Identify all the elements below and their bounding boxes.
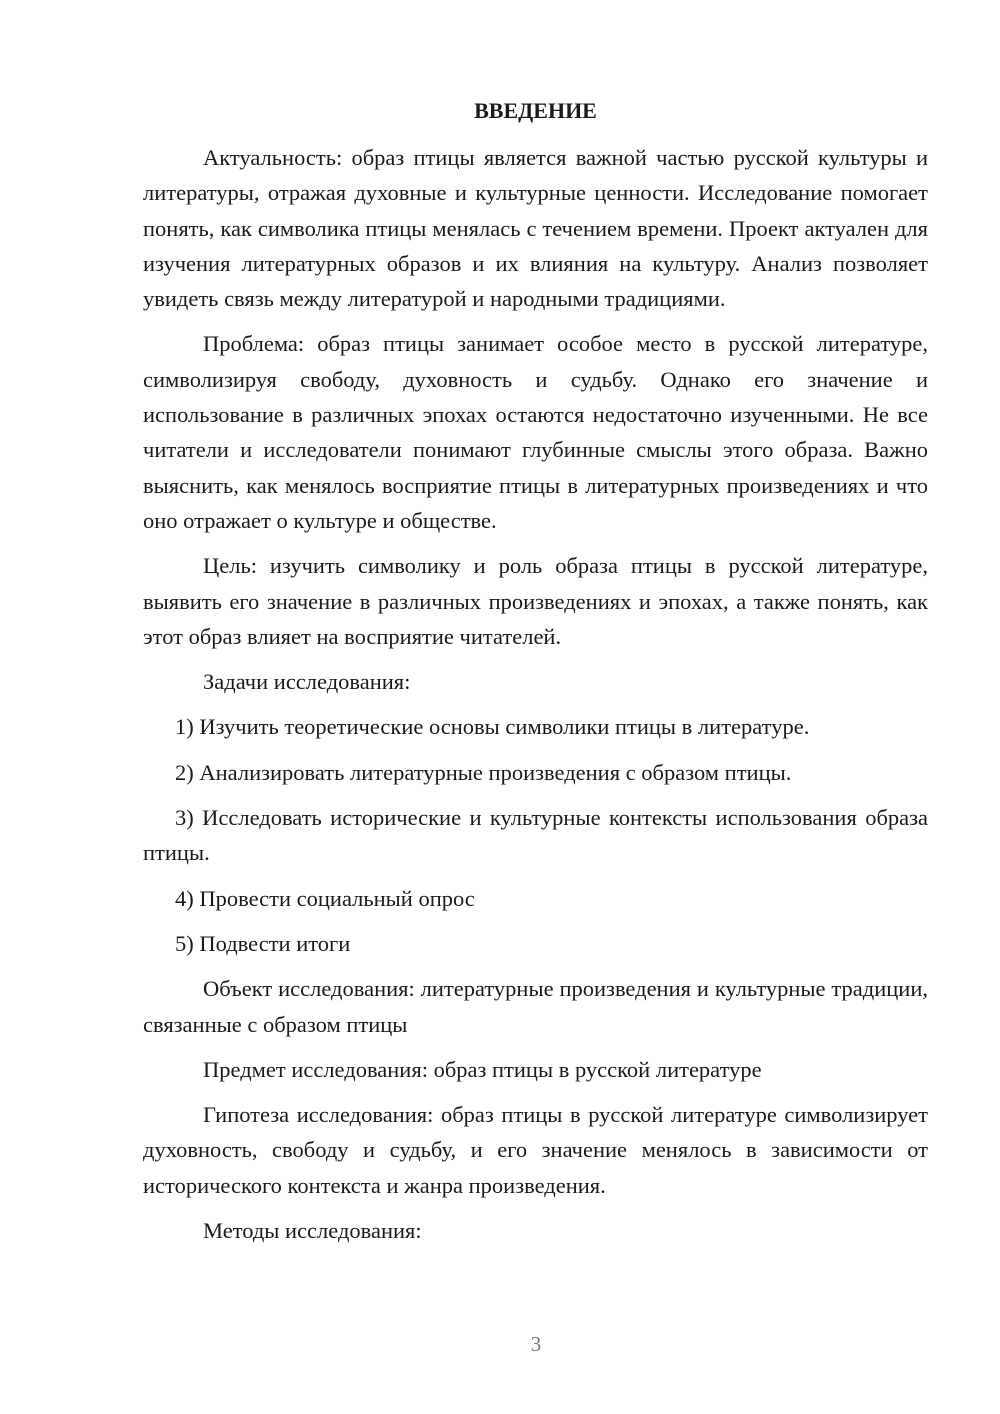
subject-paragraph: Предмет исследования: образ птицы в русской литературе: [203, 1056, 762, 1082]
task-item-1: 1) Изучить теоретические основы символики птицы в литературе.: [175, 714, 810, 740]
object-paragraph: Объект исследования: литературные произведения и культурные традиции, связанные с образом птицы: [143, 976, 928, 1037]
section-heading: ВВЕДЕНИЕ: [474, 98, 597, 123]
page-number: 3: [530, 1332, 542, 1356]
hypothesis-paragraph: Гипотеза исследования: образ птицы в русской литературе символизирует духовность, свободу и судьбу, и его значение менялось в зависимости от исторического контекста и жанра произведения.: [143, 1102, 928, 1198]
task-item-3: 3) Исследовать исторические и культурные контексты использования образа птицы.: [143, 805, 928, 866]
document-page: [143, 96, 928, 1258]
task-item-5: 5) Подвести итоги: [175, 930, 351, 956]
problem-paragraph: Проблема: образ птицы занимает особое место в русской литературе, символизируя свободу, духовность и судьбу. Однако его значение и использование в различных эпохах остаются недостаточно изученными. Не все читатели и исследователи понимают глубинные смыслы этого образа. Важно выяснить, как менялось восприятие птицы в литературных произведениях и что оно отражает о культуре и обществе.: [143, 331, 928, 533]
relevance-paragraph: Актуальность: образ птицы является важной частью русской культуры и литературы, отражая духовные и культурные ценности. Исследование помогает понять, как символика птицы менялась с течением времени. Проект актуален для изучения литературных образов и их влияния на культуру. Анализ позволяет увидеть связь между литературой и народными традициями.: [143, 145, 928, 312]
task-item-4: 4) Провести социальный опрос: [175, 885, 475, 911]
methods-heading: Методы исследования:: [203, 1218, 422, 1244]
task-item-2: 2) Анализировать литературные произведения с образом птицы.: [175, 759, 792, 785]
tasks-heading: Задачи исследования:: [203, 669, 411, 695]
goal-paragraph: Цель: изучить символику и роль образа птицы в русской литературе, выявить его значение в различных произведениях и эпохах, а также понять, как этот образ влияет на восприятие читателей.: [143, 553, 928, 649]
